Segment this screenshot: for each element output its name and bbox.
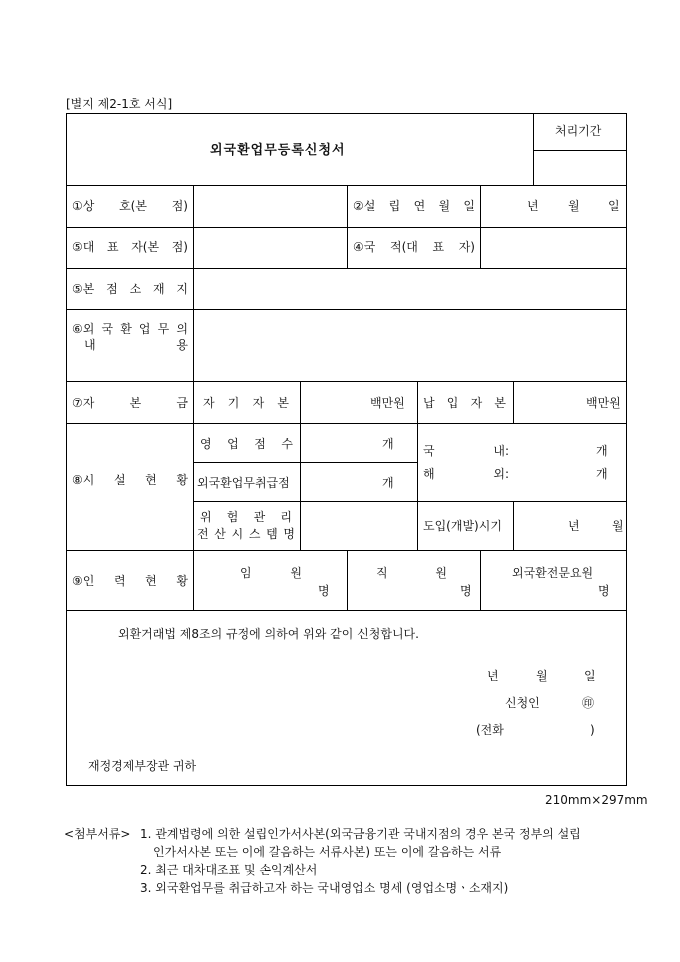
executives-label: 임 원 bbox=[240, 566, 302, 580]
divider bbox=[513, 381, 514, 423]
domestic-label: 국 내: bbox=[423, 444, 509, 458]
seal-mark[interactable]: ㊞ bbox=[582, 696, 595, 710]
intro-month[interactable]: 월 bbox=[612, 519, 624, 533]
divider bbox=[480, 550, 481, 610]
divider bbox=[347, 185, 348, 268]
paid-in-label: 납 입 자 본 bbox=[423, 396, 506, 410]
established-date-label: ②설 립 연 월 일 bbox=[353, 199, 475, 213]
divider bbox=[533, 113, 534, 185]
divider bbox=[193, 501, 627, 502]
divider bbox=[193, 185, 194, 610]
capital-label: ⑦자 본 금 bbox=[72, 396, 188, 410]
divider bbox=[66, 423, 627, 424]
fx-branches-label: 외국환업무취급점 bbox=[197, 476, 290, 490]
processing-period-label: 처리기간 bbox=[555, 124, 602, 138]
executives-unit[interactable]: 명 bbox=[318, 584, 330, 598]
phone-close: ) bbox=[590, 723, 595, 737]
divider bbox=[66, 381, 627, 382]
fx-specialists-unit[interactable]: 명 bbox=[598, 584, 610, 598]
attachment-item-1-line2: 인가서사본 또는 이에 갈음하는 서류사본) 또는 이에 갈음하는 서류 bbox=[153, 845, 502, 859]
fx-business-field[interactable] bbox=[195, 311, 625, 380]
divider bbox=[533, 150, 627, 151]
phone-open: (전화 bbox=[476, 723, 504, 737]
declaration-day[interactable]: 일 bbox=[584, 669, 596, 683]
representative-label: ⑤대 표 자(본 점) bbox=[72, 240, 188, 254]
divider bbox=[66, 309, 627, 310]
divider bbox=[513, 501, 514, 550]
fx-branches-unit[interactable]: 개 bbox=[382, 476, 394, 490]
divider bbox=[417, 423, 418, 550]
fx-specialists-label: 외국환전문요원 bbox=[512, 566, 594, 580]
risk-system-label-line1: 위 험 관 리 bbox=[200, 510, 292, 524]
divider bbox=[347, 550, 348, 610]
addressee: 재정경제부장관 귀하 bbox=[88, 759, 197, 773]
form-number-tag: [별지 제2-1호 서식] bbox=[66, 97, 173, 111]
established-day[interactable]: 일 bbox=[608, 199, 620, 213]
intro-year[interactable]: 년 bbox=[568, 519, 580, 533]
employees-unit[interactable]: 명 bbox=[460, 584, 472, 598]
risk-system-label-line2: 전 산 시 스 템 명 bbox=[197, 527, 295, 541]
representative-field[interactable] bbox=[195, 229, 345, 267]
divider bbox=[193, 462, 417, 463]
overseas-label: 해 외: bbox=[423, 467, 509, 481]
form-title: 외국환업무등록신청서 bbox=[210, 143, 346, 158]
divider bbox=[480, 185, 481, 268]
nationality-field[interactable] bbox=[482, 229, 625, 267]
head-office-field[interactable] bbox=[195, 270, 625, 308]
branches-unit[interactable]: 개 bbox=[382, 437, 394, 451]
domestic-unit[interactable]: 개 bbox=[596, 444, 608, 458]
divider bbox=[66, 610, 627, 611]
attachment-item-3: 3. 외국환업무를 취급하고자 하는 국내영업소 명세 (영업소명ㆍ소재지) bbox=[140, 881, 509, 895]
attachments-label: <첨부서류> bbox=[64, 827, 131, 841]
nationality-label: ④국 적(대 표 자) bbox=[353, 240, 475, 254]
paper-size: 210mm×297mm bbox=[545, 793, 648, 807]
divider bbox=[300, 381, 301, 550]
risk-system-field[interactable] bbox=[302, 503, 416, 549]
fx-business-label-line2: 내 용 bbox=[84, 338, 188, 352]
head-office-label: ⑤본 점 소 재 지 bbox=[72, 282, 188, 296]
established-month[interactable]: 월 bbox=[568, 199, 580, 213]
staff-label: ⑨인 력 현 황 bbox=[72, 574, 188, 588]
branches-label: 영 업 점 수 bbox=[200, 437, 293, 451]
attachment-item-1-line1: 1. 관계법령에 의한 설립인가서사본(외국금융기관 국내지점의 경우 본국 정부의 설립 bbox=[140, 827, 581, 841]
applicant-label: 신청인 bbox=[505, 696, 540, 710]
paid-in-unit[interactable]: 백만원 bbox=[586, 396, 621, 410]
employees-label: 직 원 bbox=[376, 566, 447, 580]
trade-name-field[interactable] bbox=[195, 187, 345, 225]
attachment-item-2: 2. 최근 대차대조표 및 손익계산서 bbox=[140, 863, 318, 877]
divider bbox=[66, 268, 627, 269]
equity-label: 자 기 자 본 bbox=[203, 396, 289, 410]
divider bbox=[417, 381, 418, 423]
equity-unit[interactable]: 백만원 bbox=[370, 396, 405, 410]
processing-period-field[interactable] bbox=[535, 152, 625, 184]
trade-name-label: ①상 호(본 점) bbox=[72, 199, 188, 213]
fx-business-label-line1: ⑥외 국 환 업 무 의 bbox=[72, 322, 188, 336]
declaration-year[interactable]: 년 bbox=[487, 669, 499, 683]
established-year[interactable]: 년 bbox=[527, 199, 539, 213]
declaration-statement: 외환거래법 제8조의 규정에 의하여 위와 같이 신청합니다. bbox=[118, 627, 419, 641]
overseas-unit[interactable]: 개 bbox=[596, 467, 608, 481]
intro-period-label: 도입(개발)시기 bbox=[423, 519, 502, 533]
declaration-month[interactable]: 월 bbox=[536, 669, 548, 683]
facilities-label: ⑧시 설 현 황 bbox=[72, 473, 188, 487]
